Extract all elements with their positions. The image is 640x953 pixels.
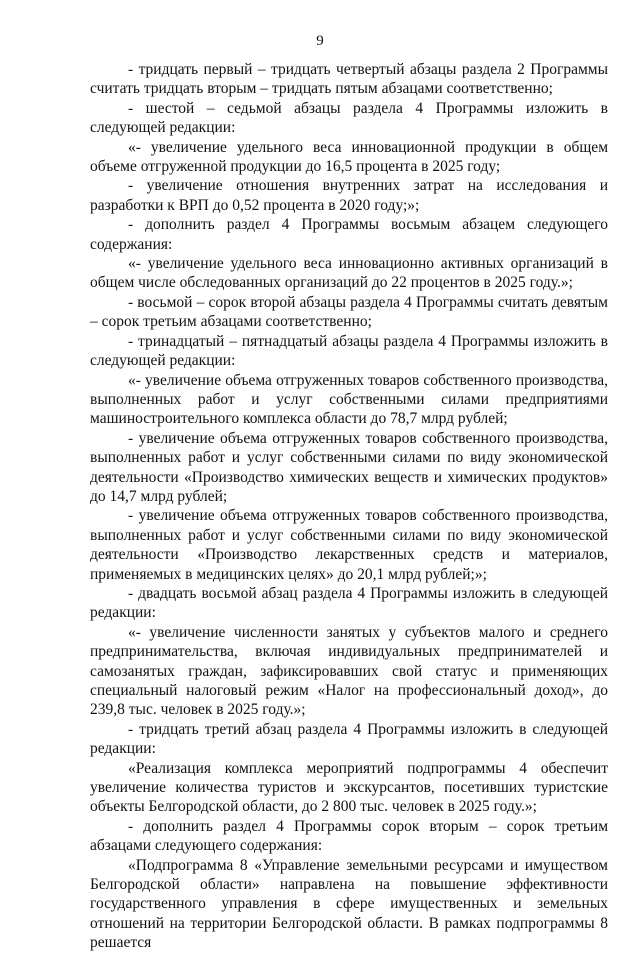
paragraph: - увеличение объема отгруженных товаров собственного производства, выполненных работ и услуг собственными силами по виду экономической деятельности «Производство химических веществ и химических продуктов» до 14,7 млрд рублей;: [90, 429, 608, 505]
document-body: [90, 60, 608, 953]
paragraph: - двадцать восьмой абзац раздела 4 Программы изложить в следующей редакции:: [90, 584, 608, 622]
paragraph: «Реализация комплекса мероприятий подпрограммы 4 обеспечит увеличение количества туристов и экскурсантов, посетивших туристские объекты Белгородской области, до 2 800 тыс. человек в 2025 году.»;: [90, 759, 608, 816]
paragraph: «- увеличение численности занятых у субъектов малого и среднего предпринимательства, включая индивидуальных предпринимателей и самозанятых граждан, зафиксировавших свой статус и применяющих специальный налоговый режим «Налог на профессиональный доход», до 239,8 тыс. человек в 2025 году.»;: [90, 623, 608, 719]
paragraph: - увеличение отношения внутренних затрат на исследования и разработки к ВРП до 0,52 процента в 2020 году;»;: [90, 177, 608, 214]
page-number: 9: [316, 33, 324, 49]
paragraph: - тридцать первый – тридцать четвертый абзацы раздела 2 Программы считать тридцать вторым – тридцать пятым абзацами соответственно;: [90, 61, 608, 98]
paragraph: «- увеличение объема отгруженных товаров собственного производства, выполненных работ и услуг собственными силами предприятиями машиностроительного комплекса области до 78,7 млрд рублей;: [90, 371, 608, 428]
paragraph: «- увеличение удельного веса инновационно активных организаций в общем числе обследованных организаций до 22 процентов в 2025 году.»;: [90, 255, 608, 292]
paragraph: - шестой – седьмой абзацы раздела 4 Программы изложить в следующей редакции:: [90, 99, 608, 137]
paragraph: - увеличение объема отгруженных товаров собственного производства, выполненных работ и услуг собственными силами по виду экономической деятельности «Производство лекарственных средств и материалов, применяемых в медицинских целях» до 20,1 млрд рублей;»;: [90, 507, 608, 583]
paragraph: «- увеличение удельного веса инновационной продукции в общем объеме отгруженной продукции до 16,5 процента в 2025 году;: [90, 138, 608, 176]
paragraph: - тринадцатый – пятнадцатый абзацы раздела 4 Программы изложить в следующей редакции:: [90, 332, 608, 370]
paragraph: - тридцать третий абзац раздела 4 Программы изложить в следующей редакции:: [90, 720, 608, 758]
paragraph: - дополнить раздел 4 Программы восьмым абзацем следующего содержания:: [90, 216, 608, 253]
paragraph: - дополнить раздел 4 Программы сорок вторым – сорок третьим абзацами следующего содержания:: [90, 817, 608, 855]
paragraph: «Подпрограмма 8 «Управление земельными ресурсами и имуществом Белгородской области» направлена на повышение эффективности государственного управления в сфере имущественных и земельных отношений на территории Белгородской области. В рамках подпрограммы 8 решается: [90, 856, 608, 952]
paragraph: - восьмой – сорок второй абзацы раздела 4 Программы считать девятым – сорок третьим абзацами соответственно;: [90, 293, 608, 331]
